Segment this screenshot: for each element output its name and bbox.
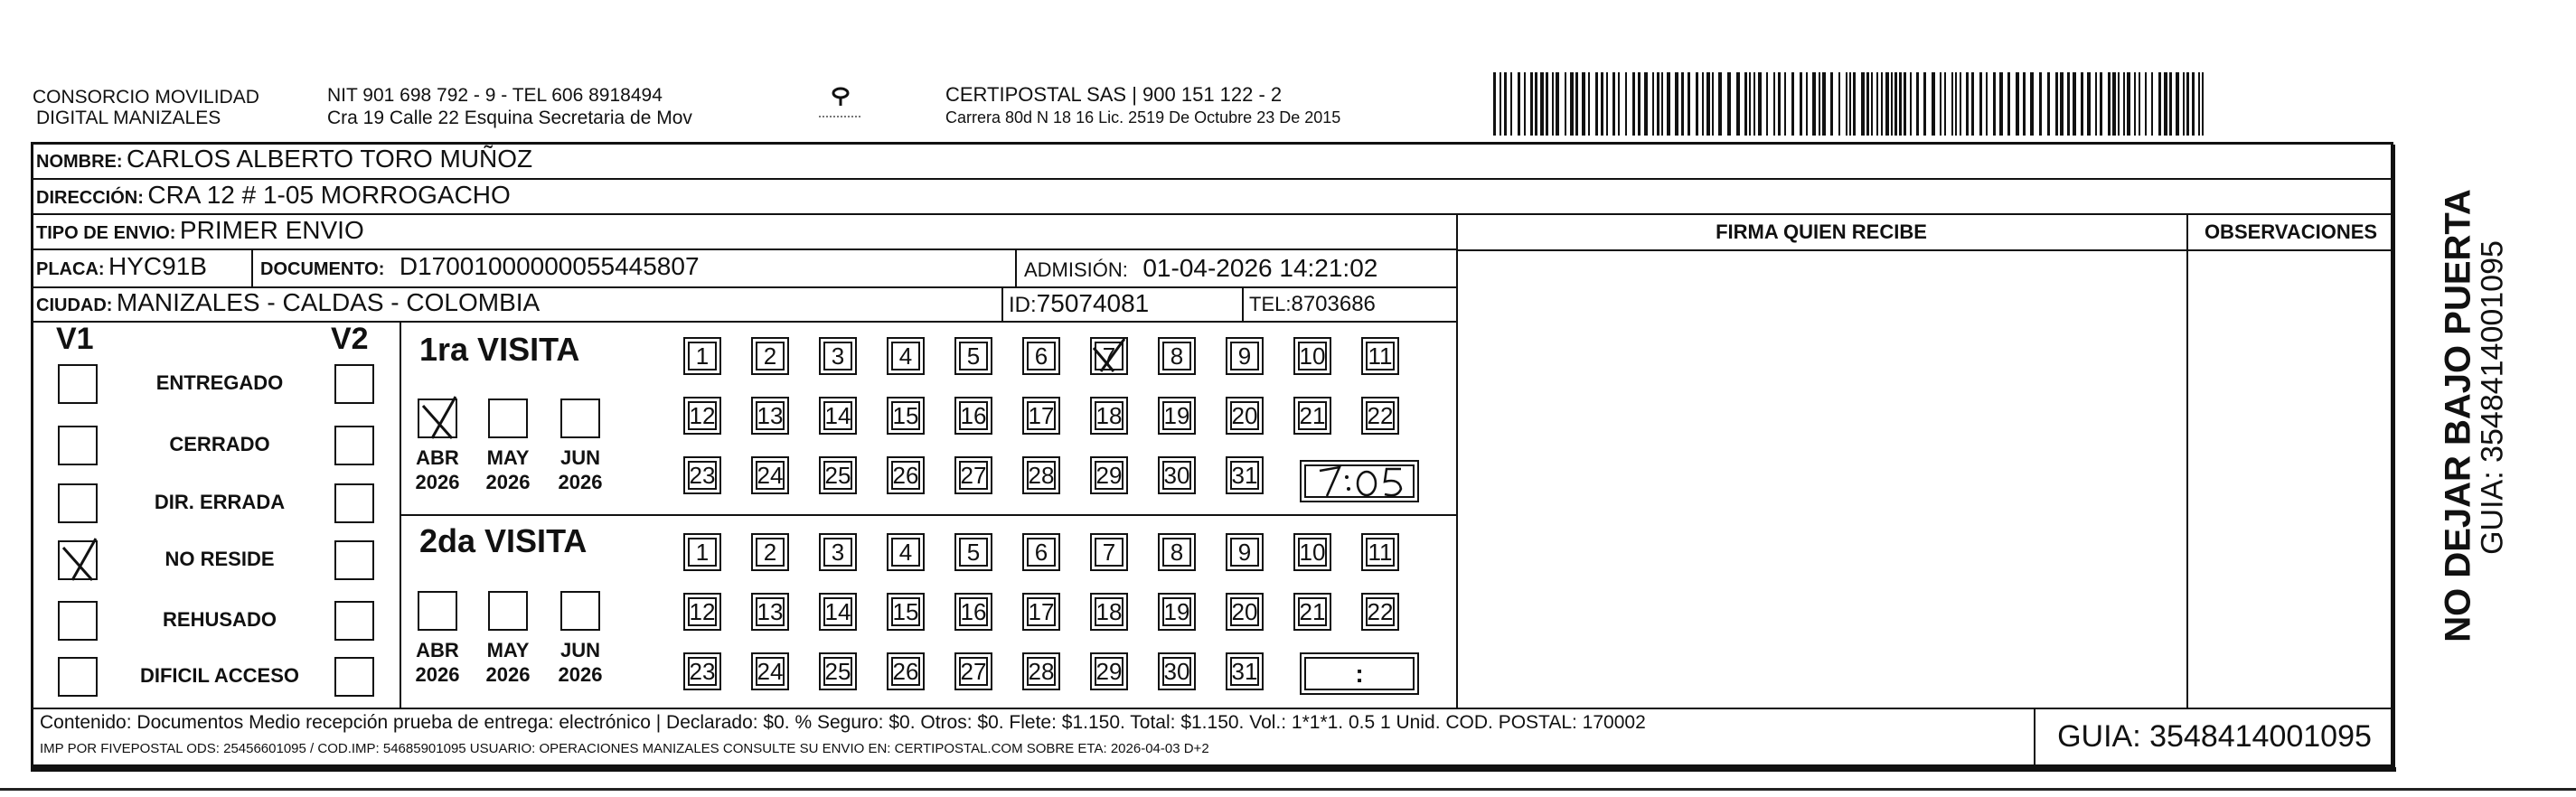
placa-label: PLACA: (36, 259, 105, 279)
firma-area[interactable] (1459, 252, 2186, 707)
nombre-row (36, 145, 532, 173)
day-number: 7 (1102, 539, 1116, 566)
visit1-day-5[interactable] (954, 337, 992, 375)
v1-header: V1 (56, 322, 94, 356)
visit2-day-18[interactable] (1090, 593, 1128, 631)
ciudad-label: CIUDAD: (36, 295, 113, 315)
v1-checkbox-rehusado[interactable] (58, 601, 98, 641)
visit1-day-30[interactable] (1158, 456, 1196, 494)
visit1-day-9[interactable] (1226, 337, 1264, 375)
day-number: 6 (1034, 342, 1048, 370)
admision-value: 01-04-2026 14:21:02 (1142, 254, 1378, 282)
v2-checkbox-cerrado[interactable] (334, 426, 374, 465)
day-number: 2 (763, 539, 777, 566)
visit1-day-27[interactable] (954, 456, 992, 494)
nit-line2: Cra 19 Calle 22 Esquina Secretaria de Mov (327, 108, 692, 128)
day-number: 19 (1163, 598, 1190, 625)
visit2-day-28[interactable] (1022, 652, 1060, 690)
day-number: 23 (689, 462, 716, 489)
day-number: 5 (966, 342, 981, 370)
day-number: 14 (824, 402, 851, 429)
visit2-day-23[interactable] (683, 652, 721, 690)
visit1-title: 1ra VISITA (419, 331, 580, 368)
day-number: 31 (1231, 462, 1258, 489)
visit2-day-21[interactable] (1293, 593, 1331, 631)
day-number: 29 (1095, 462, 1123, 489)
visit2-day-2[interactable] (751, 533, 789, 571)
footer-imp: IMP POR FIVEPOSTAL ODS: 25456601095 / COD.IMP: 54685901095 USUARIO: OPERACIONES MANIZALES CONSULTE SU ENVIO EN: CERTIPOSTAL.COM SOBRE ETA: 2026-04-03 D+2 (40, 741, 1209, 756)
visit1-day-23[interactable] (683, 456, 721, 494)
observaciones-header: OBSERVACIONES (2204, 220, 2378, 243)
visit1-day-14[interactable] (819, 397, 857, 435)
tipo-envio-value: PRIMER ENVIO (179, 216, 364, 244)
day-number: 22 (1367, 598, 1394, 625)
certipostal-logo-icon (808, 84, 873, 126)
carrier-line2: Carrera 80d N 18 16 Lic. 2519 De Octubre 23 De 2015 (945, 108, 1341, 127)
visit2-day-25[interactable] (819, 652, 857, 690)
day-number: 11 (1368, 539, 1393, 566)
handwritten-time-icon (1302, 462, 1417, 501)
company-name-line1: CONSORCIO MOVILIDAD (33, 87, 259, 108)
day-number: 24 (757, 462, 784, 489)
v2-checkbox-rehusado[interactable] (334, 601, 374, 641)
day-number: 15 (892, 598, 919, 625)
day-number: 23 (689, 658, 716, 685)
day-number: 9 (1237, 342, 1252, 370)
observaciones-area[interactable] (2189, 252, 2393, 707)
day-number: 6 (1034, 539, 1048, 566)
day-number: 8 (1170, 539, 1184, 566)
visit1-day-16[interactable] (954, 397, 992, 435)
ciudad-value: MANIZALES - CALDAS - COLOMBIA (116, 288, 541, 316)
placa-cell (36, 252, 207, 281)
day-number: 1 (695, 539, 710, 566)
day-number: 7 (1102, 342, 1116, 370)
day-number: 28 (1028, 658, 1055, 685)
side-guia: GUIA: 3548414001095 (2475, 240, 2510, 555)
visit2-month-label: JUN (559, 639, 600, 661)
visit2-day-26[interactable] (887, 652, 925, 690)
visit1-day-11[interactable] (1361, 337, 1399, 375)
company-name-line2: DIGITAL MANIZALES (36, 108, 221, 128)
visit2-day-11[interactable] (1361, 533, 1399, 571)
v2-checkbox-dir-errada[interactable] (334, 483, 374, 523)
visit2-day-15[interactable] (887, 593, 925, 631)
day-number: 18 (1095, 598, 1123, 625)
nombre-label: NOMBRE: (36, 152, 123, 172)
visit1-month-checkbox-jun[interactable] (560, 398, 600, 438)
visit1-month-label: MAY (486, 446, 530, 469)
day-number: 20 (1231, 598, 1258, 625)
visit1-day-7[interactable] (1090, 337, 1128, 375)
visit2-time-placeholder: : (1355, 659, 1364, 688)
visit2-day-14[interactable] (819, 593, 857, 631)
day-number: 13 (757, 402, 784, 429)
visit2-day-16[interactable] (954, 593, 992, 631)
id-value: 75074081 (1036, 289, 1150, 317)
day-number: 17 (1028, 402, 1055, 429)
day-number: 30 (1163, 462, 1190, 489)
visit2-day-19[interactable] (1158, 593, 1196, 631)
visit2-month-checkbox-may[interactable] (488, 591, 528, 631)
day-number: 18 (1095, 402, 1123, 429)
day-number: 4 (898, 342, 913, 370)
day-number: 11 (1368, 342, 1393, 370)
visit1-day-22[interactable] (1361, 397, 1399, 435)
day-number: 17 (1028, 598, 1055, 625)
visit2-day-3[interactable] (819, 533, 857, 571)
day-number: 14 (824, 598, 851, 625)
frame-shadow (31, 767, 2396, 772)
tel-cell (1249, 292, 1376, 317)
visit2-day-30[interactable] (1158, 652, 1196, 690)
direccion-row (36, 181, 511, 210)
visit2-day-7[interactable] (1090, 533, 1128, 571)
day-number: 31 (1231, 658, 1258, 685)
visit1-month-label: ABR (416, 446, 459, 469)
visit1-day-1[interactable] (683, 337, 721, 375)
v2-checkbox-entregado[interactable] (334, 364, 374, 404)
visit1-day-31[interactable] (1226, 456, 1264, 494)
day-number: 10 (1299, 342, 1326, 370)
admision-cell (1024, 254, 1377, 283)
v1-checkbox-dificil-acceso[interactable] (58, 657, 98, 697)
visit1-day-13[interactable] (751, 397, 789, 435)
visit1-day-15[interactable] (887, 397, 925, 435)
firma-header: FIRMA QUIEN RECIBE (1716, 220, 1927, 243)
visit1-month-label: JUN (559, 446, 600, 469)
day-number: 4 (898, 539, 913, 566)
visit2-day-20[interactable] (1226, 593, 1264, 631)
visit2-day-12[interactable] (683, 593, 721, 631)
visit1-day-17[interactable] (1022, 397, 1060, 435)
day-number: 26 (892, 462, 919, 489)
nombre-value: CARLOS ALBERTO TORO MUÑOZ (127, 145, 533, 173)
documento-value: D17001000000055445807 (399, 252, 700, 280)
day-number: 26 (892, 658, 919, 685)
visit2-day-22[interactable] (1361, 593, 1399, 631)
v1-checkbox-dir-errada[interactable] (58, 483, 98, 523)
visit2-month-label: MAY (486, 639, 530, 661)
barcode-icon (1493, 72, 2212, 136)
day-number: 15 (892, 402, 919, 429)
visit2-day-4[interactable] (887, 533, 925, 571)
day-number: 12 (689, 598, 716, 625)
visit2-month-checkbox-jun[interactable] (560, 591, 600, 631)
visit1-month-year: 2026 (558, 471, 603, 493)
visit2-day-27[interactable] (954, 652, 992, 690)
status-label-entregado: ENTREGADO (155, 371, 284, 394)
day-number: 28 (1028, 462, 1055, 489)
day-number: 27 (960, 658, 987, 685)
documento-label: DOCUMENTO: (260, 259, 385, 279)
day-number: 27 (960, 462, 987, 489)
documento-cell (260, 252, 700, 281)
visit1-day-6[interactable] (1022, 337, 1060, 375)
day-number: 16 (960, 402, 987, 429)
day-number: 22 (1367, 402, 1394, 429)
visit2-month-year: 2026 (558, 663, 603, 686)
visit2-day-10[interactable] (1293, 533, 1331, 571)
tel-value: 8703686 (1291, 292, 1376, 316)
visit2-day-8[interactable] (1158, 533, 1196, 571)
visit1-month-checkbox-may[interactable] (488, 398, 528, 438)
day-number: 25 (824, 658, 851, 685)
status-label-no-reside: NO RESIDE (165, 548, 275, 570)
v2-checkbox-dificil-acceso[interactable] (334, 657, 374, 697)
day-number: 8 (1170, 342, 1184, 370)
day-number: 20 (1231, 402, 1258, 429)
side-warning: NO DEJAR BAJO PUERTA (2438, 189, 2478, 642)
day-number: 21 (1299, 598, 1326, 625)
visit2-month-year: 2026 (415, 663, 460, 686)
visit1-day-12[interactable] (683, 397, 721, 435)
visit2-day-1[interactable] (683, 533, 721, 571)
visit1-time-box[interactable] (1300, 460, 1419, 502)
day-number: 10 (1299, 539, 1326, 566)
carrier-line1: CERTIPOSTAL SAS | 900 151 122 - 2 (945, 83, 1283, 106)
id-label: ID: (1009, 293, 1037, 317)
visit2-day-24[interactable] (751, 652, 789, 690)
admision-label: ADMISIÓN: (1024, 258, 1128, 281)
v1-checkbox-cerrado[interactable] (58, 426, 98, 465)
visit1-day-8[interactable] (1158, 337, 1196, 375)
day-number: 30 (1163, 658, 1190, 685)
visit1-day-25[interactable] (819, 456, 857, 494)
page-edge (0, 788, 2576, 791)
visit1-day-19[interactable] (1158, 397, 1196, 435)
visit2-month-label: ABR (416, 639, 459, 661)
day-number: 24 (757, 658, 784, 685)
id-cell (1009, 289, 1149, 318)
v1-checkbox-no-reside[interactable] (58, 540, 98, 580)
visit1-day-21[interactable] (1293, 397, 1331, 435)
day-number: 21 (1299, 402, 1326, 429)
day-number: 19 (1163, 402, 1190, 429)
visit1-day-2[interactable] (751, 337, 789, 375)
visit2-day-13[interactable] (751, 593, 789, 631)
visit2-title: 2da VISITA (419, 522, 588, 559)
ciudad-cell (36, 288, 540, 317)
visit1-month-year: 2026 (415, 471, 460, 493)
visit2-time-box[interactable] (1300, 652, 1419, 695)
day-number: 29 (1095, 658, 1123, 685)
status-label-cerrado: CERRADO (169, 433, 270, 455)
visit1-day-20[interactable] (1226, 397, 1264, 435)
visit1-day-3[interactable] (819, 337, 857, 375)
visit2-day-6[interactable] (1022, 533, 1060, 571)
day-number: 9 (1237, 539, 1252, 566)
tel-label: TEL: (1249, 293, 1292, 315)
status-label-rehusado: REHUSADO (163, 608, 277, 631)
footer-contenido: Contenido: Documentos Medio recepción prueba de entrega: electrónico | Declarado: $0. % Seguro: $0. Otros: $0. Flete: $1.150. Total: $1.150. Vol.: 1*1*1. 0.5 1 Unid. COD. POSTAL: 170002 (40, 712, 1646, 733)
v1-checkbox-entregado[interactable] (58, 364, 98, 404)
visit1-day-18[interactable] (1090, 397, 1128, 435)
visit1-day-29[interactable] (1090, 456, 1128, 494)
visit1-day-4[interactable] (887, 337, 925, 375)
visit2-day-29[interactable] (1090, 652, 1128, 690)
visit1-day-10[interactable] (1293, 337, 1331, 375)
visit2-month-checkbox-abr[interactable] (418, 591, 457, 631)
day-number: 12 (689, 402, 716, 429)
visit2-day-9[interactable] (1226, 533, 1264, 571)
day-number: 13 (757, 598, 784, 625)
direccion-value: CRA 12 # 1-05 MORROGACHO (147, 181, 511, 209)
visit2-day-5[interactable] (954, 533, 992, 571)
footer-guia: GUIA: 3548414001095 (2057, 719, 2372, 754)
placa-value: HYC91B (108, 252, 207, 280)
direccion-label: DIRECCIÓN: (36, 188, 144, 208)
day-number: 5 (966, 539, 981, 566)
tipo-envio-row (36, 216, 364, 245)
visit2-day-31[interactable] (1226, 652, 1264, 690)
visit2-month-year: 2026 (485, 663, 531, 686)
day-number: 16 (960, 598, 987, 625)
status-label-dificil-acceso: DIFICIL ACCESO (139, 664, 299, 687)
visit1-month-checkbox-abr[interactable] (418, 398, 457, 438)
day-number: 25 (824, 462, 851, 489)
day-number: 3 (831, 342, 845, 370)
day-number: 2 (763, 342, 777, 370)
status-label-dir-errada: DIR. ERRADA (154, 491, 286, 513)
visit1-month-year: 2026 (485, 471, 531, 493)
visit1-day-24[interactable] (751, 456, 789, 494)
visit2-day-17[interactable] (1022, 593, 1060, 631)
visit1-day-28[interactable] (1022, 456, 1060, 494)
nit-line1: NIT 901 698 792 - 9 - TEL 606 8918494 (327, 85, 663, 106)
visit1-day-26[interactable] (887, 456, 925, 494)
tipo-envio-label: TIPO DE ENVIO: (36, 223, 176, 243)
day-number: 3 (831, 539, 845, 566)
v2-checkbox-no-reside[interactable] (334, 540, 374, 580)
v2-header: V2 (331, 322, 369, 356)
day-number: 1 (695, 342, 710, 370)
